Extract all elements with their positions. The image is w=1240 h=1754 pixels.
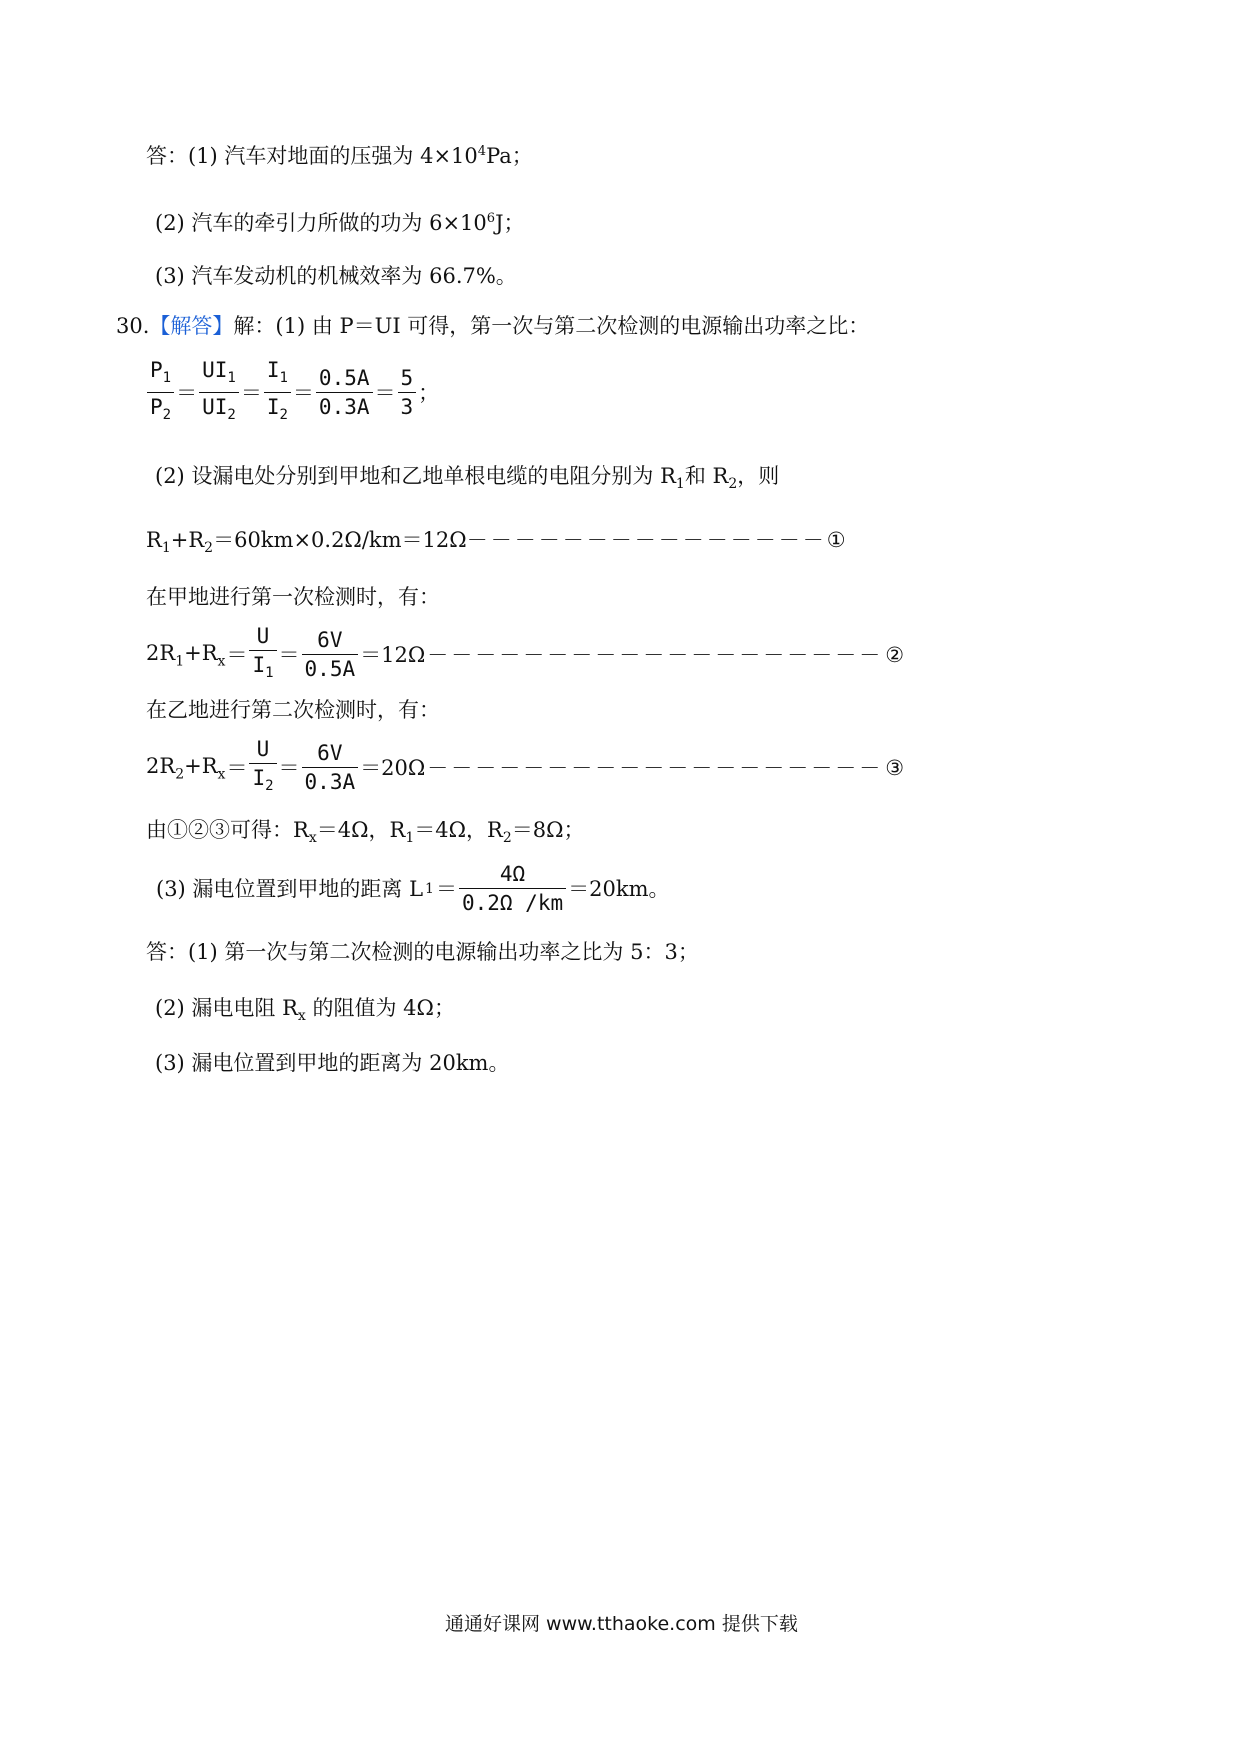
equation-2: $2R_1+R_x=$ $\frac{U}{I_1}$ ＝ $\frac{6V}{0.5A}$ ＝12Ω－－－－－－－－－－－－－－－－－－－② bbox=[146, 624, 905, 685]
test2-label: 在乙地进行第二次检测时，有： bbox=[146, 698, 440, 722]
dash-leader: －－－－－－－－－－－－－－－－－－－ bbox=[427, 755, 884, 780]
fraction-6v-05a: $\frac{6V}{0.5A}$ bbox=[302, 628, 359, 681]
page-footer: 通通好课网 www.tthaoke.com 提供下载 bbox=[445, 1613, 798, 1635]
power-ratio-equation: $\frac{P_1}{P_2}$ ＝ $\frac{UI_1}{UI_2}$ ＝ $\frac{I_1}{I_2}$ ＝ $\frac{0.5A}{0.3A}$ ＝ $\frac{5}{3}$ ； bbox=[146, 358, 440, 427]
marker-3: ③ bbox=[885, 755, 905, 780]
answer-text: (2) 汽车的牵引力所做的功为 6×10 bbox=[155, 211, 487, 235]
unit-text: Pa； bbox=[486, 144, 533, 168]
solution-tag: 【解答】 bbox=[149, 314, 234, 338]
answer-line-work bbox=[155, 205, 524, 237]
part3-line: (3) 漏电位置到甲地的距离 L 1＝ $\frac{4\Omega}{0.2\Omega /km}$ ＝20km。 bbox=[156, 862, 670, 915]
marker-2: ② bbox=[885, 642, 905, 667]
equation-3: $2R_2+R_x=$ $\frac{U}{I_2}$ ＝ $\frac{6V}{0.3A}$ ＝20Ω－－－－－－－－－－－－－－－－－－－③ bbox=[146, 737, 905, 798]
final-answer-3: (3) 漏电位置到甲地的距离为 20km。 bbox=[155, 1051, 510, 1075]
equation-1: $R_1+R_2=60km\times 0.2\Omega/km=12\Omega---------------①$ bbox=[146, 528, 846, 557]
test1-label: 在甲地进行第一次检测时，有： bbox=[146, 585, 440, 609]
fraction-currents: $\frac{0.5A}{0.3A}$ bbox=[316, 366, 373, 419]
fraction-u-i2: $\frac{U}{I_2}$ bbox=[249, 737, 276, 798]
q30-heading bbox=[116, 312, 869, 340]
fraction-u-i1: $\frac{U}{I_1}$ bbox=[249, 624, 276, 685]
fraction-distance: $\frac{4\Omega}{0.2\Omega /km}$ bbox=[459, 862, 566, 915]
unit-text: J； bbox=[495, 211, 525, 235]
fraction-6v-03a: $\frac{6V}{0.3A}$ bbox=[302, 741, 359, 794]
exponent: 6 bbox=[486, 211, 496, 226]
fraction-ui1-ui2: $\frac{UI_1}{UI_2}$ bbox=[199, 358, 239, 427]
marker-1: ① bbox=[826, 528, 846, 552]
final-answer-1: 答：(1) 第一次与第二次检测的电源输出功率之比为 5：3； bbox=[146, 940, 699, 964]
solve-line: 由①②③可得：$R_x=4\Omega$，$R_1=4\Omega$，$R_2=8\Omega$； bbox=[146, 818, 585, 847]
final-answer-2: (2) 漏电电阻 $R_x$ 的阻值为 4Ω； bbox=[155, 996, 455, 1025]
fraction-i1-i2: $\frac{I_1}{I_2}$ bbox=[264, 358, 291, 427]
part2-intro: (2) 设漏电处分别到甲地和乙地单根电缆的电阻分别为 $R_1$和 $R_2$，则 bbox=[155, 464, 780, 493]
answer-text: (3) 汽车发动机的机械效率为 66.7%。 bbox=[155, 264, 517, 288]
dash-leader: －－－－－－－－－－－－－－－ bbox=[466, 528, 827, 552]
fraction-p1-p2: $\frac{P_1}{P_2}$ bbox=[147, 358, 174, 427]
answer-text: 答：(1) 汽车对地面的压强为 4×10 bbox=[146, 144, 478, 168]
exponent: 4 bbox=[477, 144, 487, 159]
solution-intro: 解：(1) 由 P＝UI 可得，第一次与第二次检测的电源输出功率之比： bbox=[233, 314, 870, 338]
answer-line-pressure bbox=[146, 138, 533, 170]
dash-leader: －－－－－－－－－－－－－－－－－－－ bbox=[427, 642, 884, 667]
question-number: 30. bbox=[116, 314, 150, 338]
answer-line-efficiency bbox=[155, 262, 517, 290]
fraction-result: $\frac{5}{3}$ bbox=[398, 366, 417, 419]
